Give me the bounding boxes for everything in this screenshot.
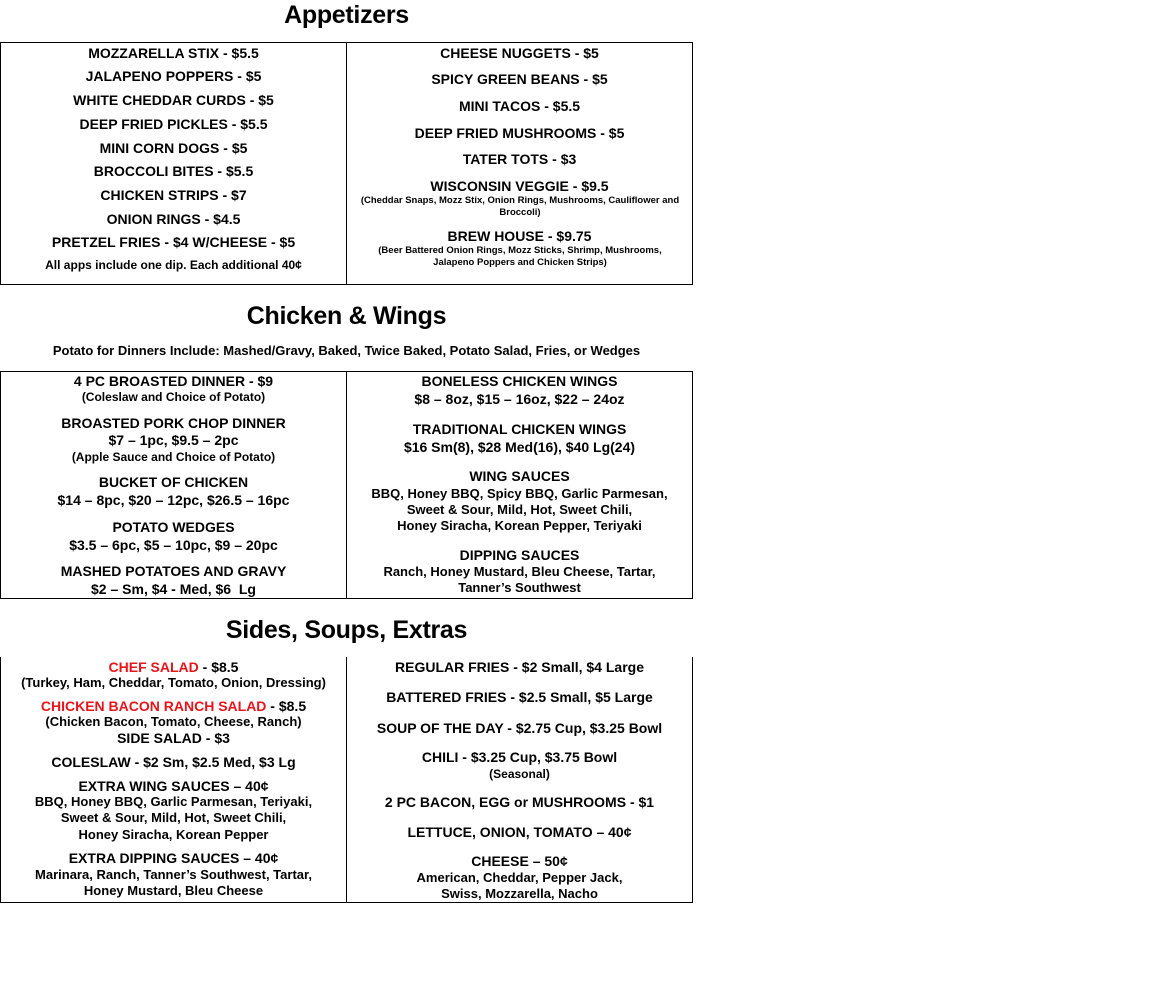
sauce-list: BBQ, Honey BBQ, Spicy BBQ, Garlic Parmesan, xyxy=(371,486,668,501)
sauce-list: Sweet & Sour, Mild, Hot, Sweet Chili, xyxy=(406,502,633,517)
menu-item: MASHED POTATOES AND GRAVY xyxy=(60,563,287,579)
menu-item xyxy=(41,698,306,714)
menu-item: EXTRA DIPPING SAUCES – 40¢ xyxy=(68,850,279,866)
menu-item: BROCCOLI BITES - $5.5 xyxy=(93,163,254,179)
menu-item: 2 PC BACON, EGG or MUSHROOMS - $1 xyxy=(384,794,655,810)
sauce-list: Ranch, Honey Mustard, Bleu Cheese, Tartar, xyxy=(383,564,656,579)
chicken-right-column xyxy=(346,372,692,598)
sauce-list: Honey Mustard, Bleu Cheese xyxy=(83,883,264,898)
menu-item: SOUP OF THE DAY - $2.75 Cup, $3.25 Bowl xyxy=(376,720,663,736)
potato-note: Potato for Dinners Include: Mashed/Gravy, Baked, Twice Baked, Potato Salad, Fries, or Wedges xyxy=(52,343,641,358)
menu-item: BROASTED PORK CHOP DINNER xyxy=(61,415,286,431)
menu-item: DEEP FRIED MUSHROOMS - $5 xyxy=(414,125,625,141)
menu-item: SPICY GREEN BEANS - $5 xyxy=(431,71,608,87)
menu-item: POTATO WEDGES xyxy=(112,519,235,535)
dip-note: All apps include one dip. Each additional 40¢ xyxy=(45,258,302,272)
cheese-list: American, Cheddar, Pepper Jack, xyxy=(416,870,623,885)
menu-item: WING SAUCES xyxy=(469,468,570,484)
sides-box xyxy=(0,657,693,903)
appetizers-left-column xyxy=(1,43,346,284)
chef-salad-name: CHEF SALAD xyxy=(108,659,199,675)
chicken-wings-heading: Chicken & Wings xyxy=(246,302,447,330)
menu-item: BUCKET OF CHICKEN xyxy=(98,474,249,490)
item-prices: $14 – 8pc, $20 – 12pc, $26.5 – 16pc xyxy=(57,492,290,508)
menu-item: ONION RINGS - $4.5 xyxy=(106,211,241,227)
menu-item: TATER TOTS - $3 xyxy=(462,151,577,167)
cbr-salad-name: CHICKEN BACON RANCH SALAD xyxy=(40,698,267,714)
chicken-left-column xyxy=(1,372,346,598)
appetizers-box xyxy=(0,42,693,285)
item-prices: $16 Sm(8), $28 Med(16), $40 Lg(24) xyxy=(403,439,636,455)
menu-item: DEEP FRIED PICKLES - $5.5 xyxy=(79,116,268,132)
sides-heading: Sides, Soups, Extras xyxy=(225,616,468,644)
item-description: (Seasonal) xyxy=(489,767,550,781)
menu-item: PRETZEL FRIES - $4 W/CHEESE - $5 xyxy=(51,234,296,250)
menu-item: TRADITIONAL CHICKEN WINGS xyxy=(412,421,627,437)
menu-item: CHICKEN STRIPS - $7 xyxy=(100,187,247,203)
item-description: (Turkey, Ham, Cheddar, Tomato, Onion, Dressing) xyxy=(21,675,326,690)
menu-item: BREW HOUSE - $9.75 xyxy=(447,228,592,244)
item-description: (Cheddar Snaps, Mozz Stix, Onion Rings, Mushrooms, Cauliflower and Broccoli) xyxy=(360,195,680,218)
menu-item: COLESLAW - $2 Sm, $2.5 Med, $3 Lg xyxy=(51,754,296,770)
item-description: (Chicken Bacon, Tomato, Cheese, Ranch) xyxy=(45,714,302,729)
sides-left-column xyxy=(1,657,346,902)
menu-item: EXTRA WING SAUCES – 40¢ xyxy=(78,778,269,794)
chicken-box xyxy=(0,371,693,599)
menu-item: CHEESE – 50¢ xyxy=(471,853,568,869)
menu-item: MOZZARELLA STIX - $5.5 xyxy=(88,45,259,61)
menu-item: CHILI - $3.25 Cup, $3.75 Bowl xyxy=(421,749,618,765)
menu-item: CHEESE NUGGETS - $5 xyxy=(440,45,599,61)
menu-item: SIDE SALAD - $3 xyxy=(117,730,230,746)
item-description: (Beer Battered Onion Rings, Mozz Sticks, Shrimp, Mushrooms, Jalapeno Poppers and Chicken Strips) xyxy=(378,245,662,268)
menu-item: BONELESS CHICKEN WINGS xyxy=(421,373,618,389)
item-prices: $3.5 – 6pc, $5 – 10pc, $9 – 20pc xyxy=(69,537,278,553)
menu-item xyxy=(109,659,239,675)
sauce-list: Honey Siracha, Korean Pepper xyxy=(78,827,269,842)
menu-item: DIPPING SAUCES xyxy=(459,547,580,563)
sauce-list: BBQ, Honey BBQ, Garlic Parmesan, Teriyaki, xyxy=(34,794,313,809)
menu-item: MINI CORN DOGS - $5 xyxy=(99,140,248,156)
menu-item: 4 PC BROASTED DINNER - $9 xyxy=(73,373,274,389)
item-prices: $7 – 1pc, $9.5 – 2pc xyxy=(108,432,239,448)
item-prices: $2 – Sm, $4 - Med, $6 Lg xyxy=(91,581,256,597)
menu-item: REGULAR FRIES - $2 Small, $4 Large xyxy=(395,659,644,675)
sauce-list: Tanner’s Southwest xyxy=(458,580,581,595)
sauce-list: Marinara, Ranch, Tanner’s Southwest, Tartar, xyxy=(35,867,312,882)
item-description: (Apple Sauce and Choice of Potato) xyxy=(71,450,276,464)
cheese-list: Swiss, Mozzarella, Nacho xyxy=(441,886,598,901)
menu-item: BATTERED FRIES - $2.5 Small, $5 Large xyxy=(386,689,653,705)
appetizers-right-column xyxy=(346,43,692,284)
menu-item: MINI TACOS - $5.5 xyxy=(458,98,581,114)
chef-salad-price: - $8.5 xyxy=(198,659,239,675)
menu-item: WHITE CHEDDAR CURDS - $5 xyxy=(73,92,274,108)
sauce-list: Honey Siracha, Korean Pepper, Teriyaki xyxy=(397,518,642,533)
menu-item: LETTUCE, ONION, TOMATO – 40¢ xyxy=(407,824,632,840)
cbr-salad-price: - $8.5 xyxy=(266,698,307,714)
sauce-list: Sweet & Sour, Mild, Hot, Sweet Chili, xyxy=(60,810,287,825)
item-prices: $8 – 8oz, $15 – 16oz, $22 – 24oz xyxy=(414,391,625,407)
appetizers-heading: Appetizers xyxy=(284,1,409,29)
sides-right-column xyxy=(346,657,692,902)
item-description: (Coleslaw and Choice of Potato) xyxy=(81,390,266,404)
menu-item: WISCONSIN VEGGIE - $9.5 xyxy=(430,178,609,194)
menu-item: JALAPENO POPPERS - $5 xyxy=(85,68,262,84)
